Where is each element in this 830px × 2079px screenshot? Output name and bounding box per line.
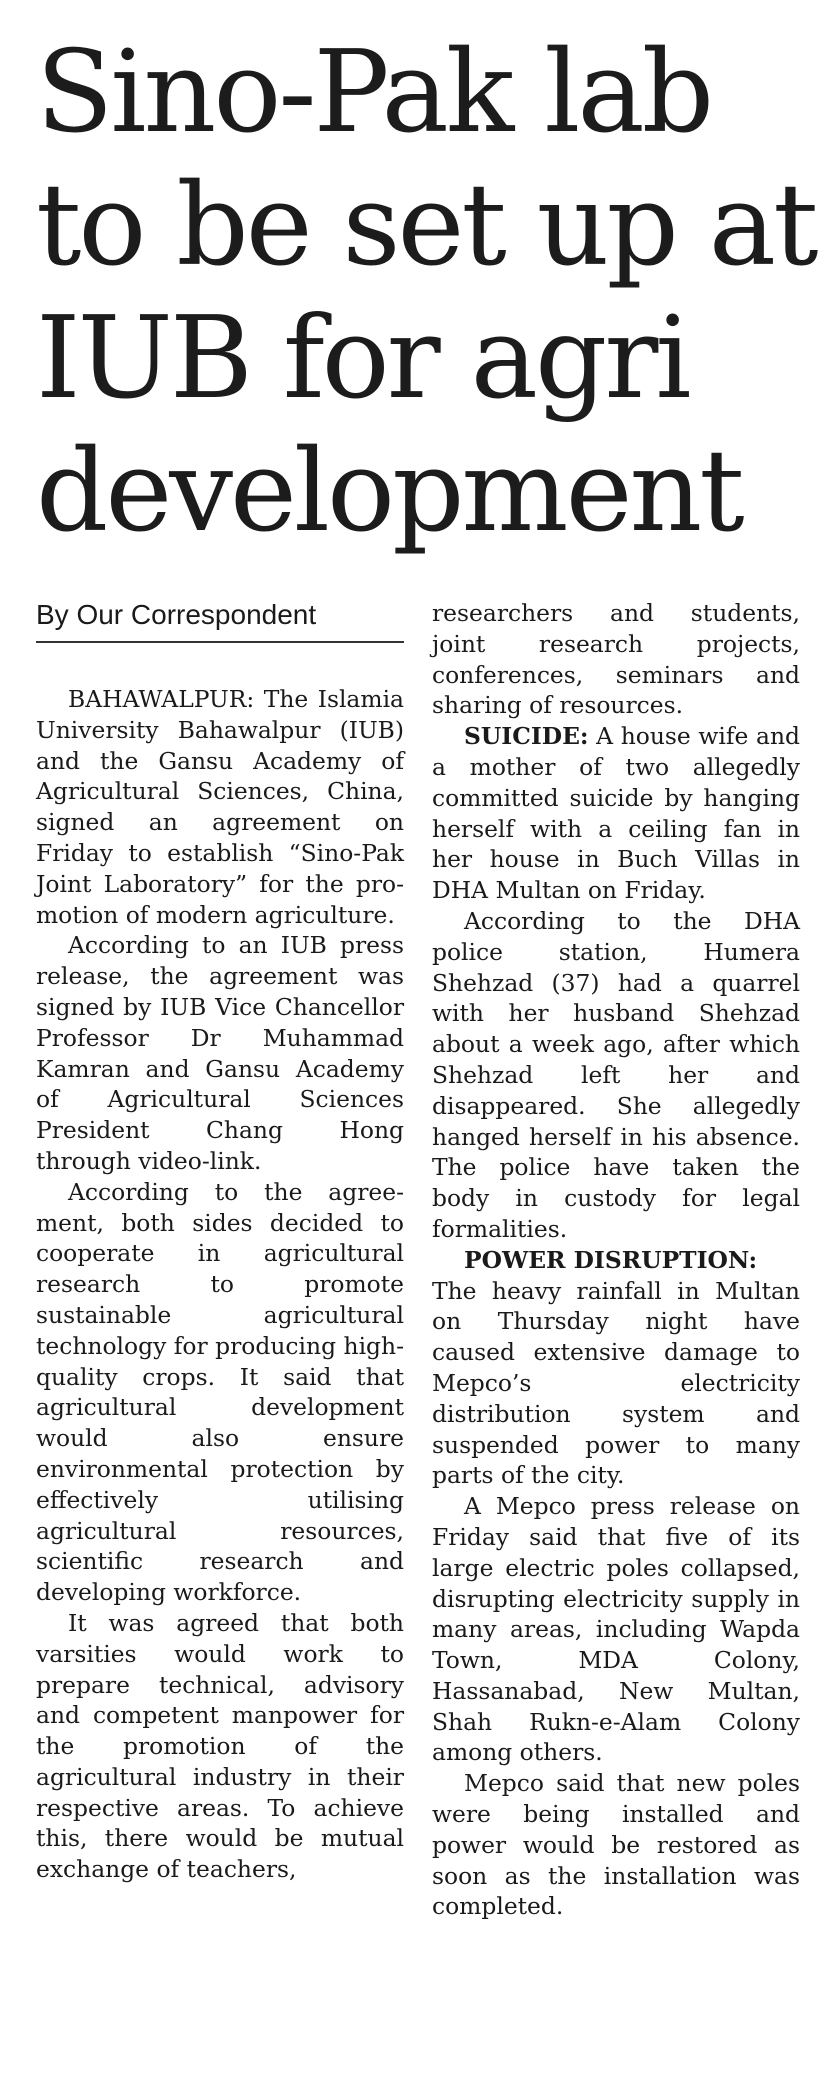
headline-line-1: Sino-Pak lab: [36, 26, 712, 158]
paragraph-police: According to the DHA police station, Humera Shehzad (37) had a quarrel with her husband Shehzad about a week ago, after which Shehzad left her and disappeared. She allegedly hanged herself in his absence. The police have taken the body in custody for legal formalities.: [432, 906, 800, 1243]
headline-line-2: to be set up at: [36, 159, 816, 291]
paragraph-press-release: According to an IUB press release, the agreement was signed by IUB Vice Chancellor Professor Dr Muhammad Kamran and Gansu Academy of Agricultural Sciences President Chang Hong through video-link.: [36, 931, 404, 1175]
right-column: [432, 598, 800, 1922]
paragraph-suicide-text: A house wife and a mother of two allegedly committed suicide by hanging herself with a ceiling fan in her house in Buch Villas in DHA Multan on Friday.: [432, 722, 800, 905]
left-column: [36, 684, 404, 1885]
headline-line-4: development: [36, 425, 742, 557]
byline: By Our Correspondent: [36, 597, 404, 643]
paragraph-cooperation: It was agreed that both varsities would work to prepare technical, advisory and competent manpower for the promotion of the agricultural industry in their respective areas. To achieve this, there would be mutual exchange of teachers,: [36, 1608, 404, 1884]
subhead-suicide: SUICIDE:: [464, 722, 589, 751]
paragraph-rainfall: The heavy rainfall in Multan on Thursday night have caused extensive damage to Mepco’s electricity distribution system and suspended power to many parts of the city.: [432, 1276, 800, 1490]
paragraph-agreement: According to the agreement, both sides decided to cooperate in agricultural research to promote sustainable agricultural technology for producing high-quality crops. It said that agricultural development would also ensure environmental protection by effectively utilising agricultural resources, scientific research and developing workforce.: [36, 1177, 404, 1607]
paragraph-suicide: [432, 721, 800, 906]
paragraph-continued: researchers and students, joint research projects, conferences, seminars and sharing of resources.: [432, 599, 800, 720]
paragraph-mepco-release: A Mepco press release on Friday said that five of its large electric poles collapsed, disrupting electricity supply in many areas, including Wapda Town, MDA Colony, Hassanabad, New Multan, Shah Rukn-e-Alam Colony among others.: [432, 1492, 800, 1767]
subhead-power-disruption: POWER DISRUPTION:: [464, 1245, 758, 1274]
headline-line-3: IUB for agri: [36, 292, 689, 424]
headline: [36, 26, 816, 558]
paragraph-restoration: Mepco said that new poles were being installed and power would be restored as soon as the installation was completed.: [432, 1769, 800, 1921]
paragraph-intro: BAHAWALPUR: The Islamia University Bahawalpur (IUB) and the Gansu Academy of Agricultural Sciences, China, signed an agreement on Friday to establish “Sino-Pak Joint Laboratory” for the promotion of modern agriculture.: [36, 685, 404, 929]
